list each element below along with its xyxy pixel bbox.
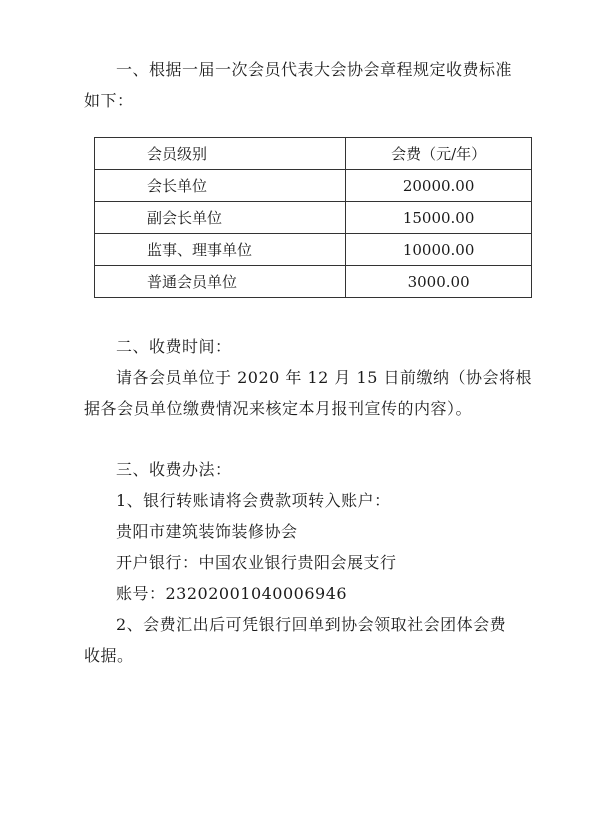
section3-item2-line2: 收据。 (84, 646, 134, 665)
section2-line1: 请各会员单位于 2020 年 12 月 15 日前缴纳（协会将根 (116, 368, 532, 387)
row-fee: 3000.00 (346, 266, 532, 298)
account-name: 贵阳市建筑装饰装修协会 (116, 522, 298, 541)
section3-heading: 三、收费办法： (116, 460, 232, 479)
row-fee: 10000.00 (346, 234, 532, 266)
row-fee: 20000.00 (346, 170, 532, 202)
row-level: 监事、理事单位 (95, 234, 346, 266)
account-number: 账号：23202001040006946 (116, 584, 348, 603)
bank-name: 开户银行：中国农业银行贵阳会展支行 (116, 553, 397, 572)
row-fee: 15000.00 (346, 202, 532, 234)
table-row (95, 266, 532, 298)
section3-item1: 1、银行转账请将会费款项转入账户： (116, 491, 391, 510)
section3-item2-line1: 2、会费汇出后可凭银行回单到协会领取社会团体会费 (116, 615, 507, 634)
row-level: 会长单位 (95, 170, 346, 202)
table-row (95, 202, 532, 234)
table-row (95, 234, 532, 266)
header-member-level: 会员级别 (95, 138, 346, 170)
fee-table-header-row (95, 138, 532, 170)
header-fee: 会费（元/年） (346, 138, 532, 170)
section2-line2: 据各会员单位缴费情况来核定本月报刊宣传的内容）。 (84, 399, 473, 418)
section1-line2: 如下： (84, 91, 134, 110)
fee-table (94, 137, 532, 298)
table-row (95, 170, 532, 202)
section2-heading: 二、收费时间： (116, 337, 232, 356)
row-level: 普通会员单位 (95, 266, 346, 298)
section1-line1: 一、根据一届一次会员代表大会协会章程规定收费标准 (116, 60, 513, 79)
row-level: 副会长单位 (95, 202, 346, 234)
